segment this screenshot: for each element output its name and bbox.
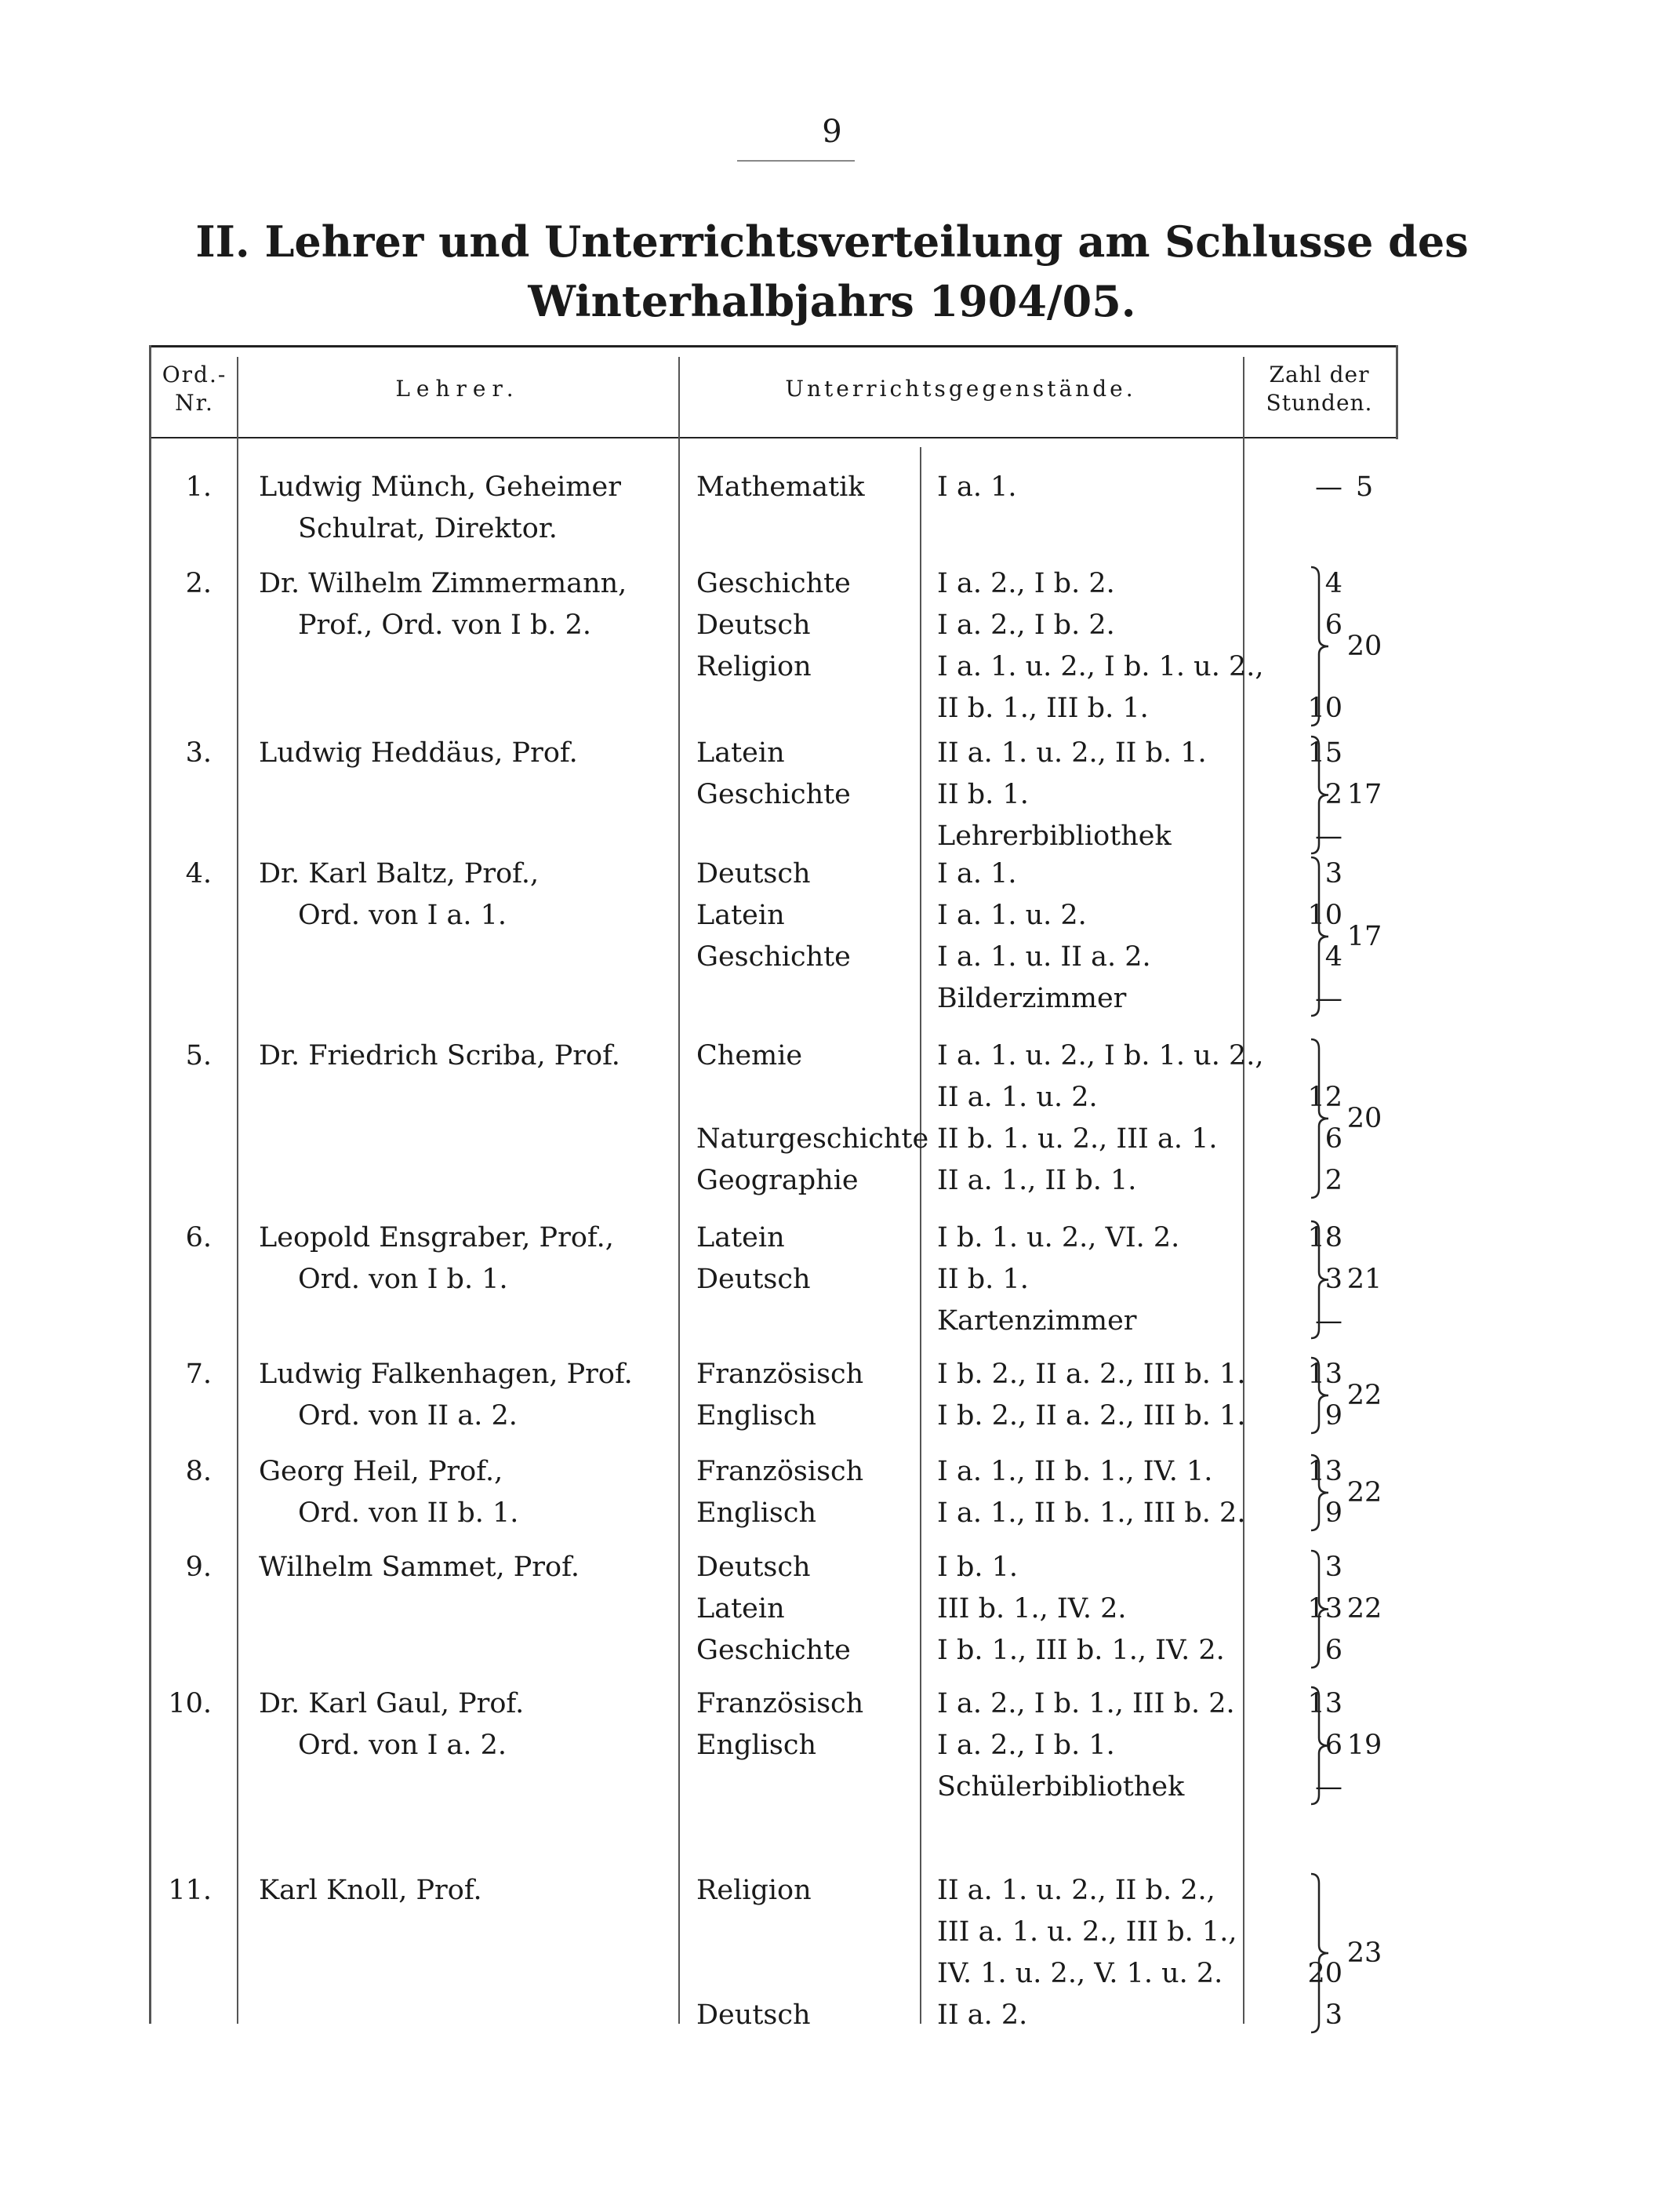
brace-path xyxy=(1311,1455,1328,1530)
hours: 3 xyxy=(1324,1552,1342,1583)
classes: II a. 1. u. 2. xyxy=(937,1082,1098,1113)
subject: Geschichte xyxy=(696,1635,851,1666)
brace-path xyxy=(1311,857,1328,1016)
classes: II b. 1. u. 2., III a. 1. xyxy=(937,1123,1218,1155)
classes: I a. 1. u. 2., I b. 1. u. 2., xyxy=(937,1040,1264,1071)
teacher-name: Karl Knoll, Prof. xyxy=(259,1875,482,1906)
total-hours: 5 xyxy=(1355,471,1374,503)
teacher-name: Ord. von I a. 1. xyxy=(298,900,507,931)
classes: III a. 1. u. 2., III b. 1., xyxy=(937,1916,1237,1948)
col-divider-nr xyxy=(237,357,238,2024)
classes: I a. 2., I b. 1., III b. 2. xyxy=(937,1688,1235,1719)
classes: I b. 2., II a. 2., III b. 1. xyxy=(937,1400,1246,1432)
teacher-name: Schulrat, Direktor. xyxy=(298,513,558,544)
classes: II b. 1. xyxy=(937,779,1029,810)
classes: I a. 2., I b. 1. xyxy=(937,1730,1115,1761)
row-number: 6. xyxy=(185,1222,212,1253)
subject: Englisch xyxy=(696,1400,816,1432)
hours: 9 xyxy=(1324,1400,1342,1432)
brace-path xyxy=(1311,567,1328,726)
teacher-name: Ord. von I b. 1. xyxy=(298,1264,508,1295)
teacher-name: Ludwig Falkenhagen, Prof. xyxy=(259,1359,633,1390)
subject: Französisch xyxy=(696,1456,864,1487)
row-number: 8. xyxy=(185,1456,212,1487)
table-right-rule xyxy=(1396,345,1398,439)
classes: II a. 1. u. 2., II b. 2., xyxy=(937,1875,1215,1906)
hours: 20 xyxy=(1307,1958,1342,1989)
brace-path xyxy=(1311,1551,1328,1668)
brace-path xyxy=(1311,1358,1328,1433)
total-hours: 22 xyxy=(1346,1593,1382,1624)
brace xyxy=(1308,1549,1339,1669)
col-divider-hours xyxy=(1243,357,1244,2024)
total-hours: 21 xyxy=(1346,1264,1382,1295)
classes: III b. 1., IV. 2. xyxy=(937,1593,1127,1624)
brace xyxy=(1308,1453,1339,1532)
brace xyxy=(1308,1356,1339,1435)
subject: Geschichte xyxy=(696,568,851,599)
classes: I a. 1., II b. 1., IV. 1. xyxy=(937,1456,1213,1487)
hours: 10 xyxy=(1307,693,1342,724)
teacher-name: Dr. Wilhelm Zimmermann, xyxy=(259,568,627,599)
hours: — xyxy=(1315,1305,1342,1337)
brace xyxy=(1308,1872,1339,2034)
total-hours: 19 xyxy=(1346,1730,1382,1761)
classes: Kartenzimmer xyxy=(937,1305,1137,1337)
hours: 10 xyxy=(1307,900,1342,931)
classes: Bilderzimmer xyxy=(937,983,1127,1014)
hours: 3 xyxy=(1324,1999,1342,2031)
teacher-name: Georg Heil, Prof., xyxy=(259,1456,503,1487)
brace-path xyxy=(1311,1687,1328,1804)
row-number: 1. xyxy=(185,471,212,503)
classes: II b. 1., III b. 1. xyxy=(937,693,1149,724)
subject: Latein xyxy=(696,1222,785,1253)
row-number: 7. xyxy=(185,1359,212,1390)
hours: 6 xyxy=(1324,1730,1342,1761)
teacher-name: Ord. von II b. 1. xyxy=(298,1497,519,1529)
hours: — xyxy=(1315,1771,1342,1803)
teacher-name: Dr. Karl Baltz, Prof., xyxy=(259,858,540,890)
classes: I a. 1. u. II a. 2. xyxy=(937,941,1151,973)
subject: Deutsch xyxy=(696,1999,811,2031)
subject: Latein xyxy=(696,737,785,769)
classes: I b. 1. xyxy=(937,1552,1019,1583)
hours: 13 xyxy=(1307,1688,1342,1719)
brace-path xyxy=(1311,1221,1328,1338)
teacher-name: Dr. Friedrich Scriba, Prof. xyxy=(259,1040,620,1071)
total-hours: 17 xyxy=(1346,920,1382,952)
classes: I b. 1. u. 2., VI. 2. xyxy=(937,1222,1180,1253)
teacher-name: Ord. von I a. 2. xyxy=(298,1730,507,1761)
title-line-2: Winterhalbjahrs 1904/05. xyxy=(528,276,1136,326)
brace xyxy=(1308,1220,1339,1340)
classes: II a. 1., II b. 1. xyxy=(937,1165,1137,1196)
hours: 6 xyxy=(1324,1635,1342,1666)
subject: Religion xyxy=(696,651,812,682)
total-hours: 20 xyxy=(1346,630,1382,662)
subject: Englisch xyxy=(696,1730,816,1761)
teacher-name: Ord. von II a. 2. xyxy=(298,1400,518,1432)
hours: 2 xyxy=(1324,779,1342,810)
brace xyxy=(1308,1038,1339,1199)
subject: Französisch xyxy=(696,1359,864,1390)
classes: I a. 1. xyxy=(937,858,1017,890)
row-number: 3. xyxy=(185,737,212,769)
total-hours: 20 xyxy=(1346,1102,1382,1134)
hours: — xyxy=(1315,820,1342,852)
col-divider-subject xyxy=(920,447,921,2024)
classes: I a. 1. u. 2. xyxy=(937,900,1087,931)
header-nr: Ord.- Nr. xyxy=(162,362,227,416)
hours: 13 xyxy=(1307,1456,1342,1487)
subject: Chemie xyxy=(696,1040,803,1071)
hours: 4 xyxy=(1324,941,1342,973)
hours: 4 xyxy=(1324,568,1342,599)
col-divider-teacher xyxy=(678,357,680,2024)
row-number: 10. xyxy=(168,1688,212,1719)
subject: Geschichte xyxy=(696,941,851,973)
subject: Latein xyxy=(696,900,785,931)
total-hours: 22 xyxy=(1346,1379,1382,1411)
hours: 15 xyxy=(1307,737,1342,769)
page-number-rule xyxy=(737,160,855,162)
total-hours: 17 xyxy=(1346,779,1382,810)
subject: Latein xyxy=(696,1593,785,1624)
hours: 9 xyxy=(1324,1497,1342,1529)
subject: Deutsch xyxy=(696,1552,811,1583)
subject: Mathematik xyxy=(696,471,865,503)
classes: Schülerbibliothek xyxy=(937,1771,1185,1803)
brace-path xyxy=(1311,1874,1328,2032)
table-top-rule xyxy=(149,345,1396,347)
subject: Religion xyxy=(696,1875,812,1906)
subject: Englisch xyxy=(696,1497,816,1529)
teacher-name: Ludwig Münch, Geheimer xyxy=(259,471,621,503)
header-teacher: Lehrer. xyxy=(395,376,520,402)
teacher-name: Prof., Ord. von I b. 2. xyxy=(298,609,592,641)
total-hours: 23 xyxy=(1346,1937,1382,1969)
hours: 12 xyxy=(1307,1082,1342,1113)
hours: 13 xyxy=(1307,1359,1342,1390)
subject: Deutsch xyxy=(696,858,811,890)
classes: I b. 1., III b. 1., IV. 2. xyxy=(937,1635,1225,1666)
classes: II b. 1. xyxy=(937,1264,1029,1295)
hours: 2 xyxy=(1324,1165,1342,1196)
classes: I a. 1. xyxy=(937,471,1017,503)
classes: I a. 1. u. 2., I b. 1. u. 2., xyxy=(937,651,1264,682)
subject: Französisch xyxy=(696,1688,864,1719)
section-title xyxy=(0,212,1664,331)
row-number: 5. xyxy=(185,1040,212,1071)
subject: Geschichte xyxy=(696,779,851,810)
classes: I b. 2., II a. 2., III b. 1. xyxy=(937,1359,1246,1390)
brace-path xyxy=(1311,1039,1328,1198)
total-hours: 22 xyxy=(1346,1476,1382,1508)
brace xyxy=(1308,856,1339,1017)
teacher-name: Wilhelm Sammet, Prof. xyxy=(259,1552,579,1583)
hours: — xyxy=(1315,471,1342,503)
row-number: 9. xyxy=(185,1552,212,1583)
teacher-name: Dr. Karl Gaul, Prof. xyxy=(259,1688,525,1719)
classes: Lehrerbibliothek xyxy=(937,820,1172,852)
brace-path xyxy=(1311,737,1328,853)
subject: Deutsch xyxy=(696,609,811,641)
teacher-name: Ludwig Heddäus, Prof. xyxy=(259,737,578,769)
classes: I a. 2., I b. 2. xyxy=(937,609,1115,641)
header-hours: Zahl der Stunden. xyxy=(1266,362,1373,416)
brace xyxy=(1308,566,1339,727)
page-number: 9 xyxy=(822,114,842,150)
classes: II a. 1. u. 2., II b. 1. xyxy=(937,737,1207,769)
row-number: 2. xyxy=(185,568,212,599)
classes: IV. 1. u. 2., V. 1. u. 2. xyxy=(937,1958,1223,1989)
hours: 18 xyxy=(1307,1222,1342,1253)
subject: Naturgeschichte xyxy=(696,1123,929,1155)
brace xyxy=(1308,1686,1339,1806)
teacher-table xyxy=(149,345,1396,2031)
brace xyxy=(1308,735,1339,855)
row-number: 4. xyxy=(185,858,212,890)
hours: 3 xyxy=(1324,1264,1342,1295)
hours: — xyxy=(1315,983,1342,1014)
hours: 6 xyxy=(1324,609,1342,641)
hours: 6 xyxy=(1324,1123,1342,1155)
teacher-name: Leopold Ensgraber, Prof., xyxy=(259,1222,614,1253)
header-subjects: Unterrichtsgegenstände. xyxy=(785,376,1136,402)
subject: Deutsch xyxy=(696,1264,811,1295)
hours: 3 xyxy=(1324,858,1342,890)
classes: I a. 2., I b. 2. xyxy=(937,568,1115,599)
row-number: 11. xyxy=(168,1875,212,1906)
subject: Geographie xyxy=(696,1165,859,1196)
header-bottom-rule xyxy=(149,437,1396,438)
classes: II a. 2. xyxy=(937,1999,1028,2031)
title-line-1: II. Lehrer und Unterrichtsverteilung am Schlusse des xyxy=(195,216,1469,267)
classes: I a. 1., II b. 1., III b. 2. xyxy=(937,1497,1246,1529)
hours: 13 xyxy=(1307,1593,1342,1624)
